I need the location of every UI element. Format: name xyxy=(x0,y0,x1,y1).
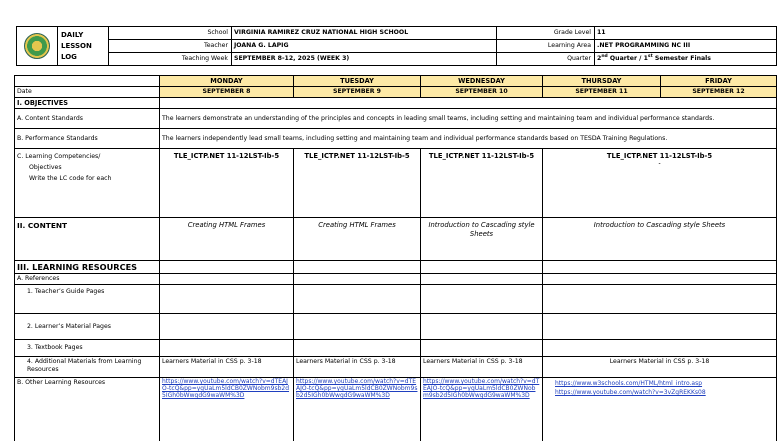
school-seal-cell xyxy=(17,27,58,66)
empty-cell xyxy=(294,340,421,357)
content-standards-text: The learners demonstrate an understanding of the principles and concepts in leading small teams, including setting and maintaining team and individual performance standards. xyxy=(160,109,777,129)
doc-title-line: DAILY xyxy=(61,30,84,39)
empty-cell xyxy=(160,314,294,340)
topic-tuesday: Creating HTML Frames xyxy=(294,218,421,261)
days-row xyxy=(15,76,777,87)
objectives-heading: I. OBJECTIVES xyxy=(15,97,160,108)
quarter-mid: Quarter / 1 xyxy=(607,54,648,62)
lc-code-wednesday: TLE_ICTP.NET 11-12LST-Ib-5 xyxy=(421,149,543,218)
lc-code-thursday: TLE_ICTP.NET 11-12LST-Ib-5 xyxy=(606,152,713,161)
semester-sup: st xyxy=(647,53,653,59)
content-standards-label: A. Content Standards xyxy=(15,109,160,129)
grade-label: Grade Level xyxy=(497,27,595,40)
empty-cell xyxy=(294,261,421,274)
competencies-label xyxy=(15,149,160,218)
resource-links-thursday-friday xyxy=(543,378,777,441)
competencies-line: Write the LC code for each xyxy=(29,174,112,182)
empty-cell xyxy=(294,285,421,314)
empty-cell xyxy=(543,314,777,340)
additional-materials-label: 4. Additional Materials from Learning Resources xyxy=(15,357,160,378)
resource-link-w3schools[interactable]: https://www.w3schools.com/HTML/html_intro.asp xyxy=(555,380,703,388)
area-value: .NET PROGRAMMING NC III xyxy=(595,40,777,53)
teacher-guide-label: 1. Teacher’s Guide Pages xyxy=(15,285,160,314)
teacher-value: JOANA G. LAPIG xyxy=(232,40,497,53)
quarter-end: Semester Finals xyxy=(652,54,711,62)
topic-thursday-friday: Introduction to Cascading style Sheets xyxy=(543,218,777,261)
empty-cell xyxy=(160,274,294,285)
empty-cell xyxy=(543,285,777,314)
empty-cell xyxy=(160,261,294,274)
date-label: Date xyxy=(15,87,160,98)
additional-monday: Learners Material in CSS p. 3-18 xyxy=(160,357,294,378)
dates-row xyxy=(15,87,777,98)
lc-code-monday: TLE_ICTP.NET 11-12LST-Ib-5 xyxy=(160,149,294,218)
topic-monday: Creating HTML Frames xyxy=(160,218,294,261)
day-friday: FRIDAY xyxy=(661,76,777,87)
quarter-sup: nd xyxy=(601,53,608,59)
quarter-num: 2 xyxy=(597,54,602,62)
lesson-log-table xyxy=(14,75,777,441)
other-resources-label: B. Other Learning Resources xyxy=(15,378,160,441)
day-tuesday: TUESDAY xyxy=(294,76,421,87)
header-table xyxy=(16,26,777,66)
empty-cell xyxy=(160,285,294,314)
competencies-line: C. Learning Competencies/ xyxy=(17,153,101,161)
resource-link-tuesday[interactable]: https://www.youtube.com/watch?v=dTEAJO-tcQ&pp=ygUaLm5ldCB0ZWNobm9sb2d5IGh0bWwgdG9waWM%3D xyxy=(294,378,421,441)
additional-tuesday: Learners Material in CSS p. 3-18 xyxy=(294,357,421,378)
performance-standards-label: B. Performance Standards xyxy=(15,129,160,149)
resources-heading: III. LEARNING RESOURCES xyxy=(15,261,160,274)
topic-wednesday: Introduction to Cascading style Sheets xyxy=(421,218,543,261)
empty-cell xyxy=(421,261,543,274)
code-mark: - xyxy=(658,160,661,167)
empty-cell xyxy=(421,285,543,314)
empty-cell xyxy=(421,314,543,340)
additional-thursday-friday: Learners Material in CSS p. 3-18 xyxy=(543,357,777,378)
day-monday: MONDAY xyxy=(160,76,294,87)
competencies-line: Objectives xyxy=(29,163,62,171)
empty-cell xyxy=(160,340,294,357)
lc-code-thursday-friday xyxy=(543,149,777,218)
doc-title xyxy=(58,27,109,66)
empty-cell xyxy=(543,340,777,357)
date-thursday: SEPTEMBER 11 xyxy=(543,87,661,98)
content-heading: II. CONTENT xyxy=(15,218,160,261)
textbook-label: 3. Textbook Pages xyxy=(15,340,160,357)
resource-link-wednesday[interactable]: https://www.youtube.com/watch?v=dTEAJO-tcQ&pp=ygUaLm5ldCB0ZWNobm9sb2d5IGh0bWwgdG9waWM%3D xyxy=(421,378,543,441)
lc-code-tuesday: TLE_ICTP.NET 11-12LST-Ib-5 xyxy=(294,149,421,218)
performance-standards-text: The learners independently lead small teams, including setting and maintaining team and individual performance standards based on TESDA Training Regulations. xyxy=(160,129,777,149)
empty-cell xyxy=(294,274,421,285)
school-seal-icon xyxy=(24,33,50,59)
empty-cell xyxy=(160,97,777,108)
empty-cell xyxy=(421,274,543,285)
day-wednesday: WEDNESDAY xyxy=(421,76,543,87)
empty-cell xyxy=(294,314,421,340)
teacher-label: Teacher xyxy=(109,40,232,53)
date-tuesday: SEPTEMBER 9 xyxy=(294,87,421,98)
week-label: Teaching Week xyxy=(109,53,232,66)
additional-wednesday: Learners Material in CSS p. 3-18 xyxy=(421,357,543,378)
resource-link-youtube[interactable]: https://www.youtube.com/watch?v=3vZgREKKs08 xyxy=(555,389,706,397)
empty-cell xyxy=(543,261,777,274)
week-value: SEPTEMBER 8-12, 2025 (WEEK 3) xyxy=(232,53,497,66)
day-thursday: THURSDAY xyxy=(543,76,661,87)
date-monday: SEPTEMBER 8 xyxy=(160,87,294,98)
corner-cell xyxy=(15,76,160,87)
references-label: A. References xyxy=(15,274,160,285)
learner-material-label: 2. Learner’s Material Pages xyxy=(15,314,160,340)
quarter-label: Quarter xyxy=(497,53,595,66)
date-wednesday: SEPTEMBER 10 xyxy=(421,87,543,98)
grade-value: 11 xyxy=(595,27,777,40)
school-label: School xyxy=(109,27,232,40)
empty-cell xyxy=(421,340,543,357)
doc-title-line: LESSON xyxy=(61,41,92,50)
date-friday: SEPTEMBER 12 xyxy=(661,87,777,98)
area-label: Learning Area xyxy=(497,40,595,53)
school-value: VIRGINIA RAMIREZ CRUZ NATIONAL HIGH SCHOOL xyxy=(232,27,497,40)
resource-link-monday[interactable]: https://www.youtube.com/watch?v=dTEAJO-tcQ&pp=ygUaLm5ldCB0ZWNobm9sb2d5IGh0bWwgdG9waWM%3D xyxy=(160,378,294,441)
quarter-value xyxy=(595,53,777,66)
doc-title-line: LOG xyxy=(61,52,77,61)
empty-cell xyxy=(543,274,777,285)
